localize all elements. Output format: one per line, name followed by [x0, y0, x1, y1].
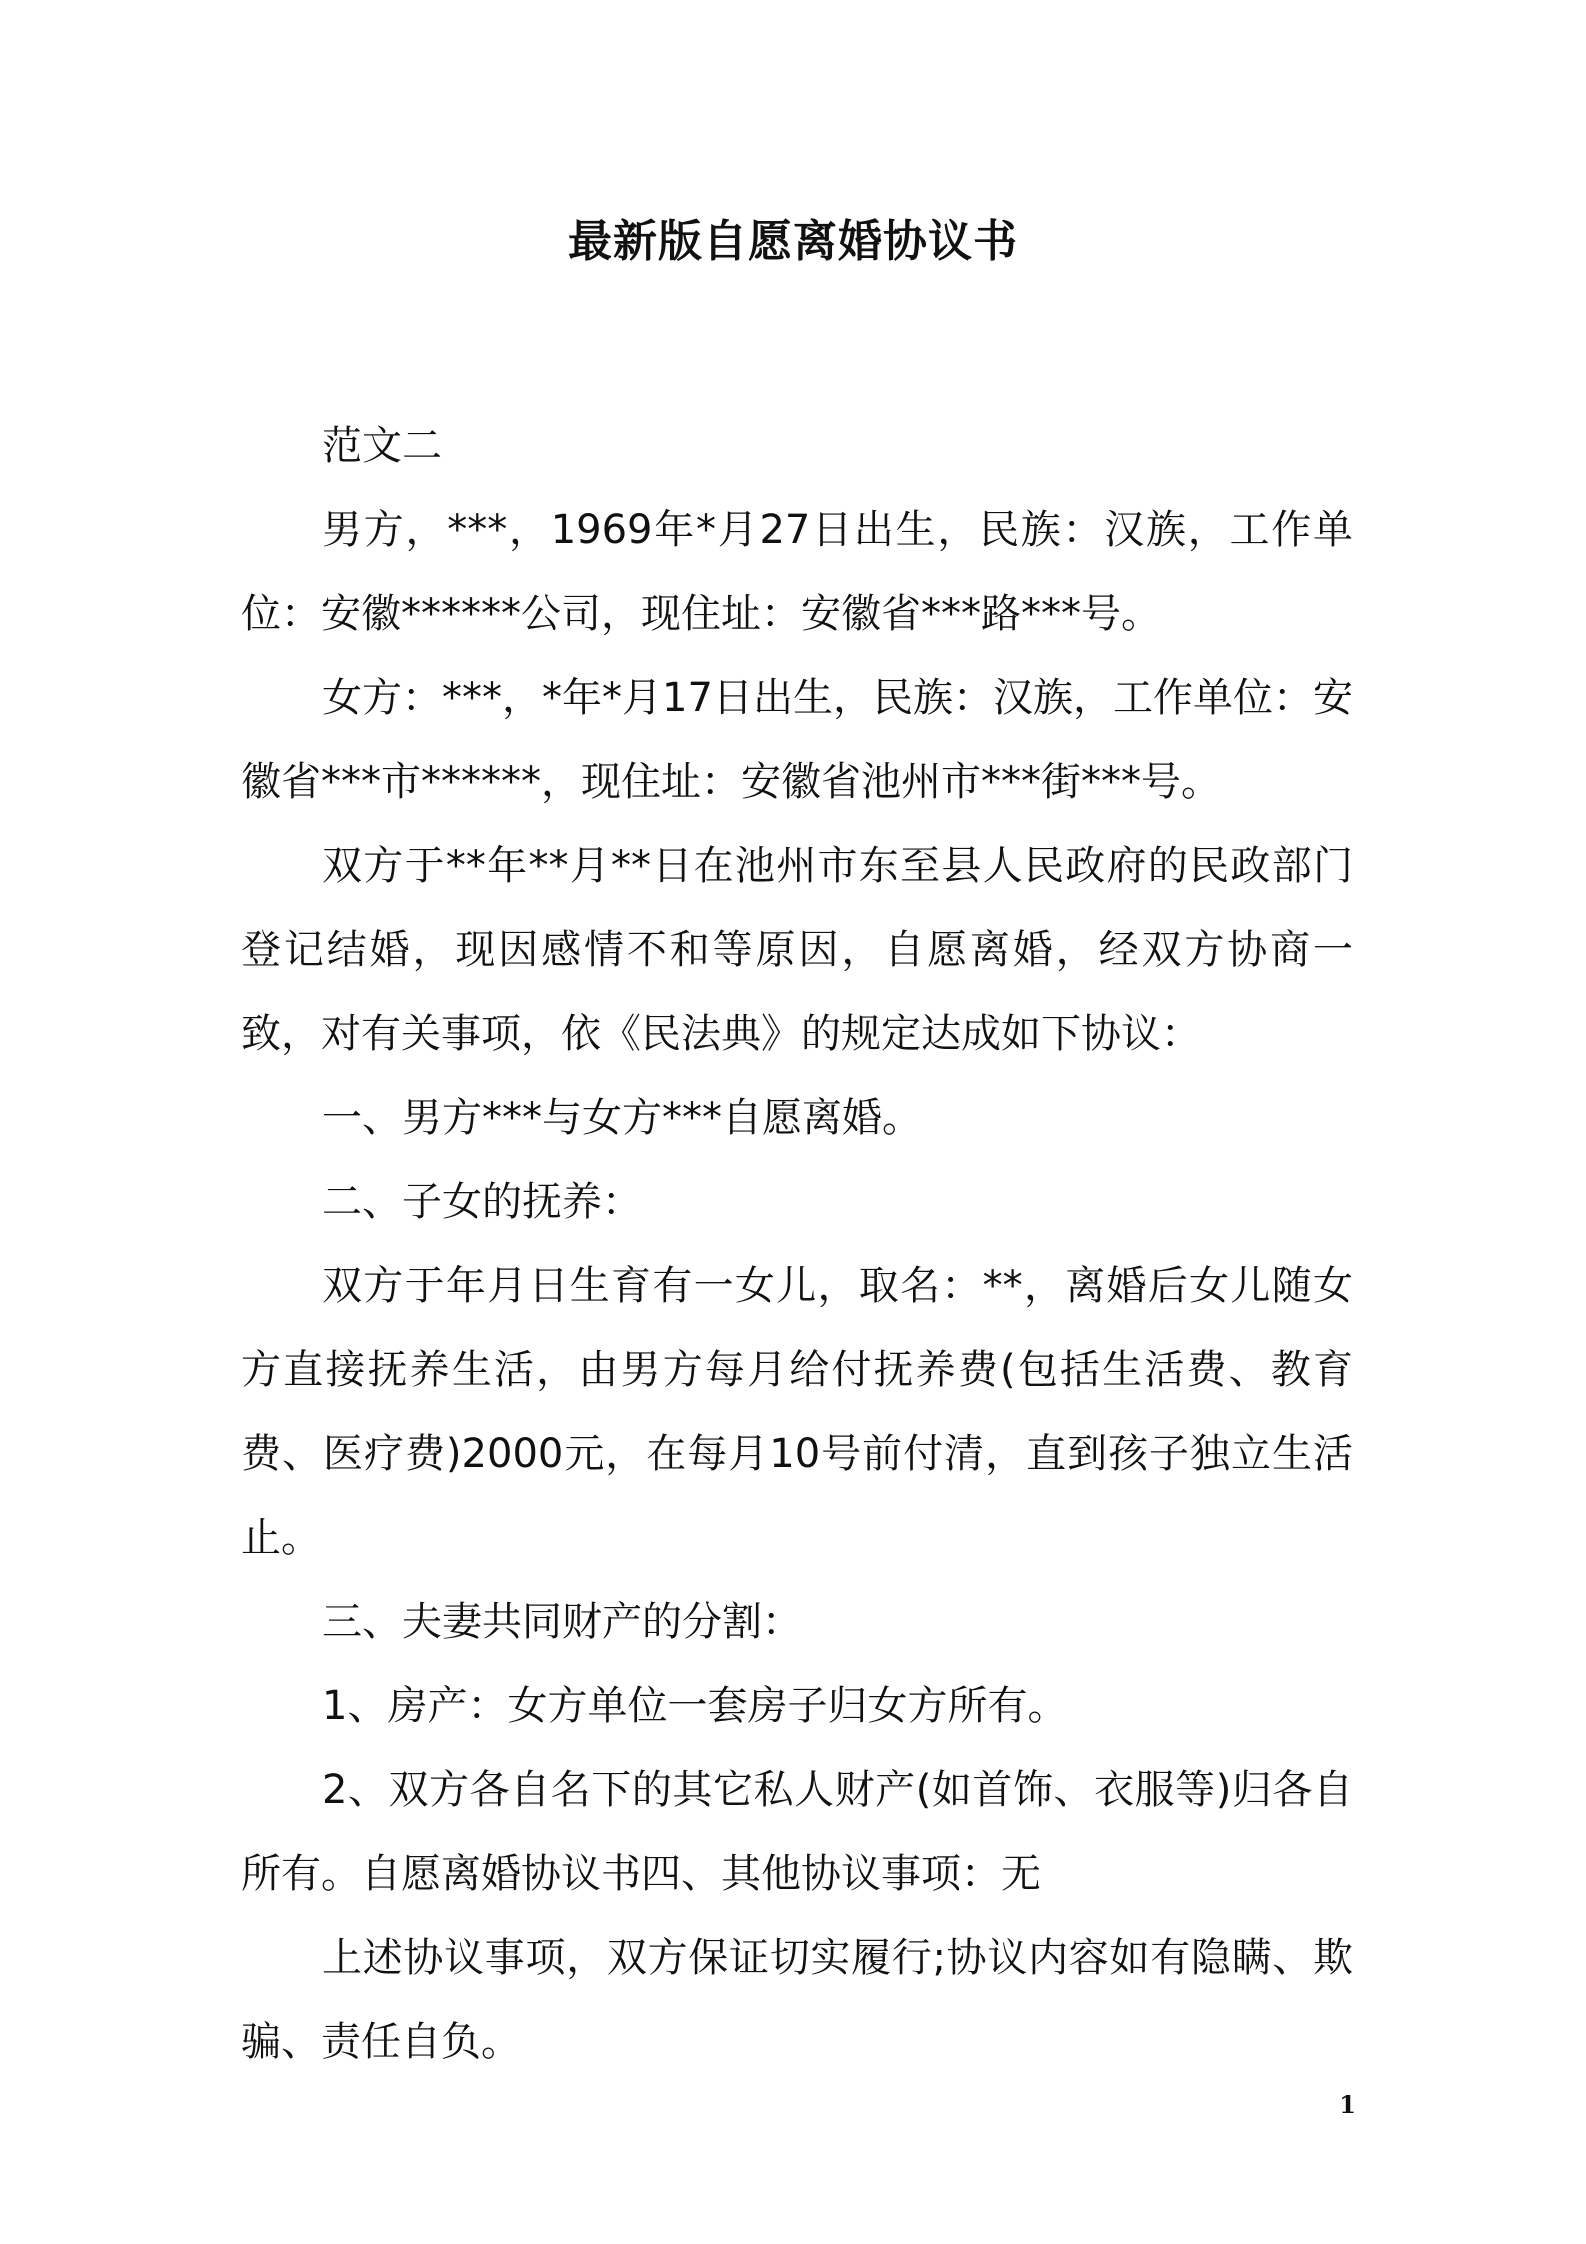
paragraph-wife-info: 女方：***，*年*月17日出生，民族：汉族，工作单位：安徽省***市******，现住址：安徽省池州市***街***号。 — [241, 675, 1353, 805]
paragraph-sample-label: 范文二 — [322, 423, 442, 469]
paragraph-clause-child-heading: 二、子女的抚养： — [322, 1179, 642, 1225]
paragraph-guarantee: 上述协议事项，双方保证切实履行;协议内容如有隐瞒、欺骗、责任自负。 — [241, 1935, 1353, 2065]
paragraph-property-personal: 2、双方各自名下的其它私人财产(如首饰、衣服等)归各自所有。自愿离婚协议书四、其他协议事项：无 — [241, 1767, 1353, 1897]
document-title: 最新版自愿离婚协议书 — [568, 216, 1018, 267]
page-number: 1 — [1339, 2090, 1356, 2119]
paragraph-marriage-background: 双方于**年**月**日在池州市东至县人民政府的民政部门登记结婚，现因感情不和等原因，自愿离婚，经双方协商一致，对有关事项，依《民法典》的规定达成如下协议： — [241, 843, 1353, 1057]
paragraph-clause-divorce: 一、男方***与女方***自愿离婚。 — [322, 1095, 922, 1141]
paragraph-property-house: 1、房产：女方单位一套房子归女方所有。 — [322, 1683, 1068, 1729]
document-body — [241, 404, 1353, 2084]
paragraph-husband-info: 男方，***，1969年*月27日出生，民族：汉族，工作单位：安徽******公司，现住址：安徽省***路***号。 — [241, 507, 1353, 637]
paragraph-child-support: 双方于年月日生育有一女儿，取名：**，离婚后女儿随女方直接抚养生活，由男方每月给付抚养费(包括生活费、教育费、医疗费)2000元，在每月10号前付清，直到孩子独立生活止。 — [241, 1263, 1353, 1561]
paragraph-clause-property-heading: 三、夫妻共同财产的分割： — [322, 1599, 802, 1645]
